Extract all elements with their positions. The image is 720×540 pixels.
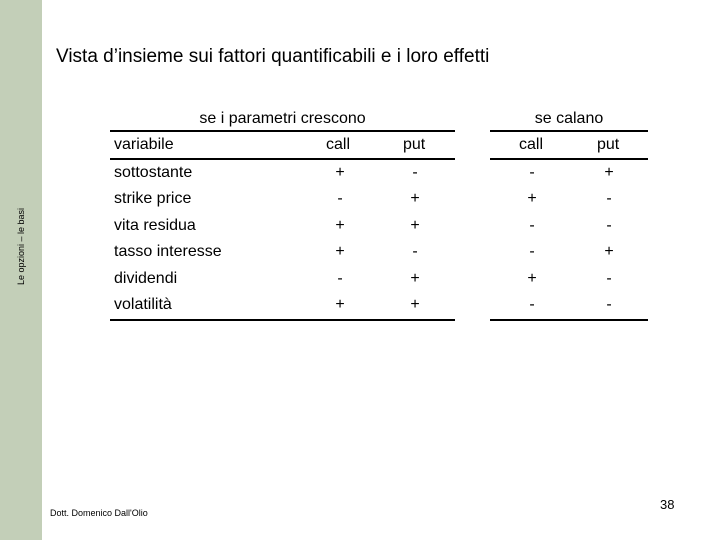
cell-rise-call: + — [335, 164, 345, 181]
cell-variable: volatilità — [114, 296, 172, 313]
column-header-call-fall: call — [519, 136, 544, 153]
cell-rise-call: + — [335, 243, 345, 261]
table-rule-top-left — [110, 130, 455, 132]
section-label: Le opzioni – le basi — [16, 207, 26, 285]
cell-rise-put: - — [412, 243, 418, 261]
cell-rise-put: + — [410, 190, 420, 208]
cell-rise-call: + — [335, 296, 345, 313]
group-header-rise: se i parametri crescono — [199, 110, 366, 127]
column-header-variable: variabile — [114, 136, 174, 153]
cell-fall-call: + — [527, 190, 537, 208]
table-rule-bottom-left — [110, 319, 455, 321]
cell-fall-call: - — [529, 243, 535, 261]
cell-variable: vita residua — [114, 216, 196, 234]
group-header-fall: se calano — [534, 110, 604, 127]
footer-author: Dott. Domenico Dall'Olio — [50, 508, 148, 518]
cell-rise-call: - — [337, 269, 343, 287]
table-rule-bottom-right — [490, 319, 648, 321]
table-rule-header-right — [490, 158, 648, 160]
cell-fall-put: - — [606, 190, 612, 208]
column-header-call: call — [326, 136, 351, 153]
cell-fall-call: - — [529, 164, 535, 181]
cell-rise-put: - — [412, 164, 418, 181]
page-number: 38 — [660, 497, 675, 512]
cell-fall-put: + — [604, 164, 614, 181]
cell-variable: dividendi — [114, 269, 178, 287]
cell-rise-put: + — [410, 296, 420, 313]
cell-fall-put: - — [606, 269, 612, 287]
cell-rise-put: + — [410, 269, 420, 287]
cell-rise-call: + — [335, 216, 345, 234]
table-rule-header-left — [110, 158, 455, 160]
cell-variable: tasso interesse — [114, 243, 222, 261]
column-header-put: put — [403, 136, 426, 153]
column-header-put-fall: put — [597, 136, 620, 153]
cell-rise-call: - — [337, 190, 343, 208]
table-rule-top-right — [490, 130, 648, 132]
cell-fall-put: + — [604, 243, 614, 261]
cell-fall-put: - — [606, 216, 612, 234]
slide-title: Vista d’insieme sui fattori quantificabili e i loro effetti — [56, 46, 490, 67]
cell-fall-call: - — [529, 296, 535, 313]
cell-rise-put: + — [410, 216, 420, 234]
cell-fall-call: + — [527, 269, 537, 287]
cell-variable: sottostante — [114, 164, 193, 181]
cell-fall-put: - — [606, 296, 612, 313]
cell-variable: strike price — [114, 190, 192, 208]
cell-fall-call: - — [529, 216, 535, 234]
